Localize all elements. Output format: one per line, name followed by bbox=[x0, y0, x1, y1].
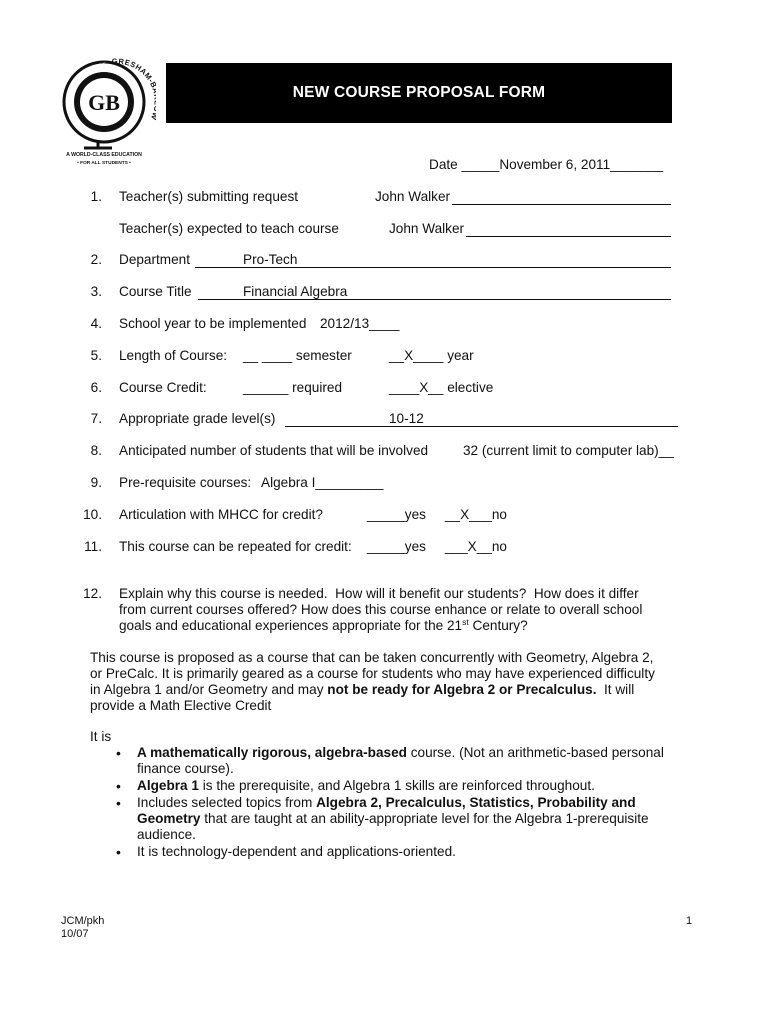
department-value[interactable]: Pro-Tech bbox=[243, 252, 298, 267]
school-year-value[interactable]: 2012/13____ bbox=[320, 316, 400, 331]
bullet-bold: A mathematically rigorous, algebra-based bbox=[137, 745, 407, 760]
item-number: 3. bbox=[90, 284, 102, 299]
grade-level-value[interactable]: 10-12 bbox=[389, 411, 424, 426]
page-number: 1 bbox=[686, 915, 693, 927]
item-number: 7. bbox=[90, 411, 102, 426]
date-post: _______ bbox=[610, 157, 664, 172]
prerequisite-value[interactable]: Algebra I_________ bbox=[261, 475, 384, 490]
superscript-st: st bbox=[462, 617, 469, 627]
proposal-line-4: provide a Math Elective Credit bbox=[90, 698, 272, 713]
item-number: 6. bbox=[90, 380, 102, 395]
course-credit-label: Course Credit: bbox=[119, 380, 207, 395]
logo-district-name: GRESHAM- bbox=[111, 56, 156, 85]
question-12-line-3 bbox=[119, 618, 528, 634]
proposal-line-3 bbox=[90, 682, 634, 698]
logo-sub-text: SCHOOL DISTRICT bbox=[69, 62, 107, 101]
proposal-bold: not be ready for Algebra 2 or Precalculus. bbox=[327, 682, 597, 697]
course-length-label: Length of Course: bbox=[119, 348, 228, 363]
question-12-line-1: Explain why this course is needed. How will it benefit our students? How does it differ bbox=[119, 586, 639, 601]
district-logo bbox=[60, 56, 156, 168]
globe-logo-icon bbox=[60, 56, 156, 168]
school-year-label: School year to be implemented bbox=[119, 316, 307, 331]
item-number: 11. bbox=[84, 539, 102, 554]
form-title: NEW COURSE PROPOSAL FORM bbox=[292, 84, 546, 101]
teaching-teacher-label: Teacher(s) expected to teach course bbox=[119, 221, 339, 236]
list-item bbox=[116, 844, 686, 860]
repeat-yes-option[interactable]: _____yes bbox=[367, 539, 426, 554]
submitting-teacher-line bbox=[452, 204, 671, 205]
question-12-end: Century? bbox=[468, 618, 528, 633]
it-is-label: It is bbox=[90, 729, 112, 744]
item-number: 10. bbox=[83, 507, 102, 522]
list-item bbox=[116, 745, 686, 777]
form-title-bar bbox=[166, 63, 672, 123]
proposal-line-1: This course is proposed as a course that can be taken concurrently with Geometry, Algebra 2, bbox=[90, 650, 654, 665]
list-item bbox=[116, 778, 686, 794]
list-item bbox=[116, 795, 686, 843]
item-number: 1. bbox=[90, 189, 102, 204]
bullet-text: that are taught at an ability-appropriate level for the Algebra 1-prerequisite audience. bbox=[137, 811, 649, 842]
bullet-text: course. (Not an arithmetic-based personal finance course). bbox=[137, 745, 664, 776]
proposal-line-2: or PreCalc. It is primarily geared as a course for students who may have experienced difficulty bbox=[90, 666, 655, 681]
logo-monogram: GB bbox=[88, 90, 120, 115]
bullet-text: is the prerequisite, and Algebra 1 skills are reinforced throughout. bbox=[198, 778, 595, 793]
grade-level-label: Appropriate grade level(s) bbox=[119, 411, 276, 426]
bullet-bold: Algebra 2, Precalculus, Statistics, Probability and Geometry bbox=[137, 795, 636, 826]
item-number: 5. bbox=[90, 348, 102, 363]
articulation-label: Articulation with MHCC for credit? bbox=[119, 507, 323, 522]
item-number: 8. bbox=[90, 443, 102, 458]
question-12-line-2: from current courses offered? How does this course enhance or relate to overall school bbox=[119, 602, 643, 617]
date-label: Date bbox=[429, 157, 458, 172]
submitting-teacher-value[interactable]: John Walker bbox=[375, 189, 451, 204]
grade-level-line bbox=[285, 426, 678, 427]
footer-revision-date: 10/07 bbox=[61, 928, 89, 940]
bullet-text: Includes selected topics from bbox=[137, 795, 317, 810]
date-row bbox=[429, 157, 663, 173]
item-number: 4. bbox=[90, 316, 102, 331]
articulation-no-option[interactable]: __X___no bbox=[445, 507, 507, 522]
proposal-text-end: It will bbox=[596, 682, 635, 697]
bullet-text: It is technology-dependent and applications-oriented. bbox=[137, 844, 456, 859]
articulation-yes-option[interactable]: _____yes bbox=[367, 507, 426, 522]
submitting-teacher-label: Teacher(s) submitting request bbox=[119, 189, 299, 204]
teaching-teacher-line bbox=[466, 236, 671, 237]
semester-option[interactable]: __ ____ semester bbox=[243, 348, 352, 363]
student-count-value[interactable]: 32 (current limit to computer lab)__ bbox=[463, 443, 674, 458]
prerequisite-label: Pre-requisite courses: bbox=[119, 475, 252, 490]
year-option[interactable]: __X____ year bbox=[389, 348, 474, 363]
item-number: 2. bbox=[90, 252, 102, 267]
repeat-no-option[interactable]: ___X__no bbox=[445, 539, 507, 554]
footer-initials: JCM/pkh bbox=[61, 915, 105, 927]
date-value[interactable]: November 6, 2011 bbox=[499, 157, 611, 172]
course-title-label: Course Title bbox=[119, 284, 192, 299]
item-number: 12. bbox=[83, 586, 102, 601]
feature-list bbox=[116, 745, 686, 861]
student-count-label: Anticipated number of students that will be involved bbox=[119, 443, 429, 458]
logo-tagline-1: A WORLD-CLASS EDUCATION bbox=[66, 152, 142, 158]
required-option[interactable]: ______ required bbox=[243, 380, 343, 395]
question-12-text: goals and educational experiences appropriate for the 21 bbox=[119, 618, 463, 633]
item-number: 9. bbox=[90, 475, 102, 490]
bullet-bold: Algebra 1 bbox=[137, 778, 199, 793]
repeat-credit-label: This course can be repeated for credit: bbox=[119, 539, 352, 554]
teaching-teacher-value[interactable]: John Walker bbox=[389, 221, 465, 236]
date-pre: _____ bbox=[461, 157, 500, 172]
proposal-text: in Algebra 1 and/or Geometry and may bbox=[90, 682, 328, 697]
elective-option[interactable]: ____X__ elective bbox=[389, 380, 494, 395]
course-title-value[interactable]: Financial Algebra bbox=[243, 284, 348, 299]
department-label: Department bbox=[119, 252, 191, 267]
logo-tagline-2: • FOR ALL STUDENTS • bbox=[77, 161, 131, 166]
